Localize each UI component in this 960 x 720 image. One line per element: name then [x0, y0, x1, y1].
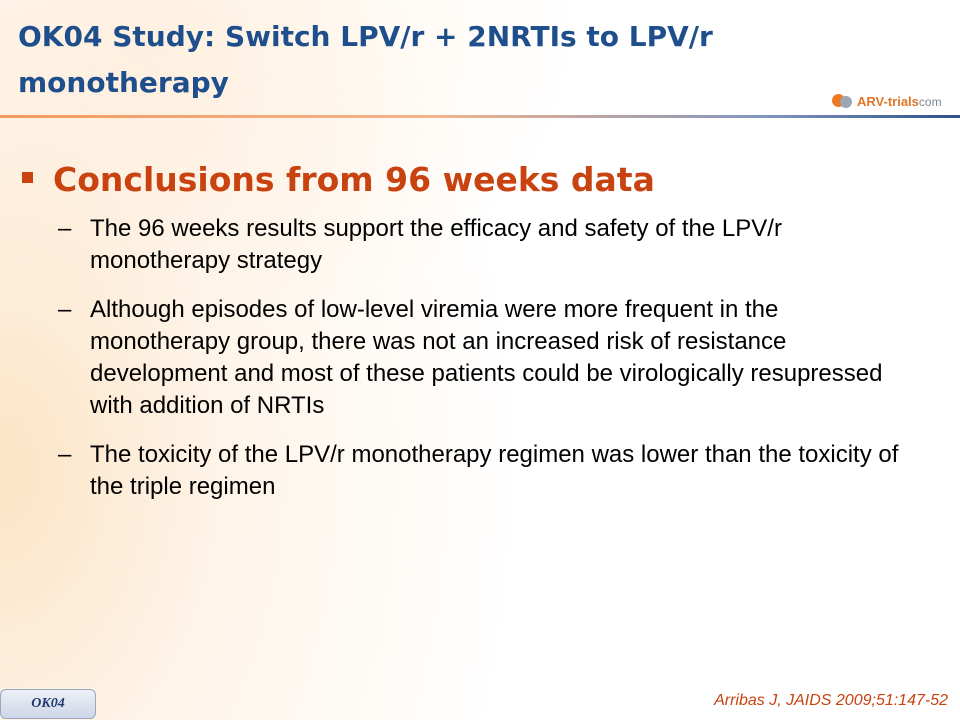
logo-mark-icon — [832, 92, 854, 110]
dash-bullet: – — [58, 441, 72, 468]
logo-text: ARV-trialscom — [857, 93, 942, 109]
slide-body — [20, 155, 930, 520]
dash-bullet: – — [58, 296, 72, 323]
dash-bullet: – — [58, 215, 72, 242]
section-heading: Conclusions from 96 weeks data — [53, 160, 655, 199]
square-bullet-icon — [22, 172, 33, 183]
section-heading-row — [20, 155, 930, 205]
conclusion-text: The toxicity of the LPV/r monotherapy regimen was lower than the toxicity of the triple regimen — [90, 441, 899, 500]
conclusion-item — [20, 213, 930, 277]
conclusion-list — [20, 213, 930, 503]
title-divider — [0, 115, 960, 119]
study-tag-label: OK04 — [31, 696, 65, 711]
conclusion-text: The 96 weeks results support the efficacy and safety of the LPV/r monotherapy strategy — [90, 215, 782, 274]
conclusion-item — [20, 439, 930, 503]
slide-title: OK04 Study: Switch LPV/r + 2NRTIs to LPV/r monotherapy — [18, 20, 713, 99]
conclusion-text: Although episodes of low-level viremia were more frequent in the monotherapy group, there was not an increased risk of resistance development and most of these patients could be virologically resupressed with addition of NRTIs — [90, 296, 883, 419]
citation: Arribas J, JAIDS 2009;51:147-52 — [714, 692, 948, 709]
arv-trials-logo — [832, 90, 942, 112]
study-tag-button[interactable] — [0, 689, 96, 719]
conclusion-item — [20, 294, 930, 422]
